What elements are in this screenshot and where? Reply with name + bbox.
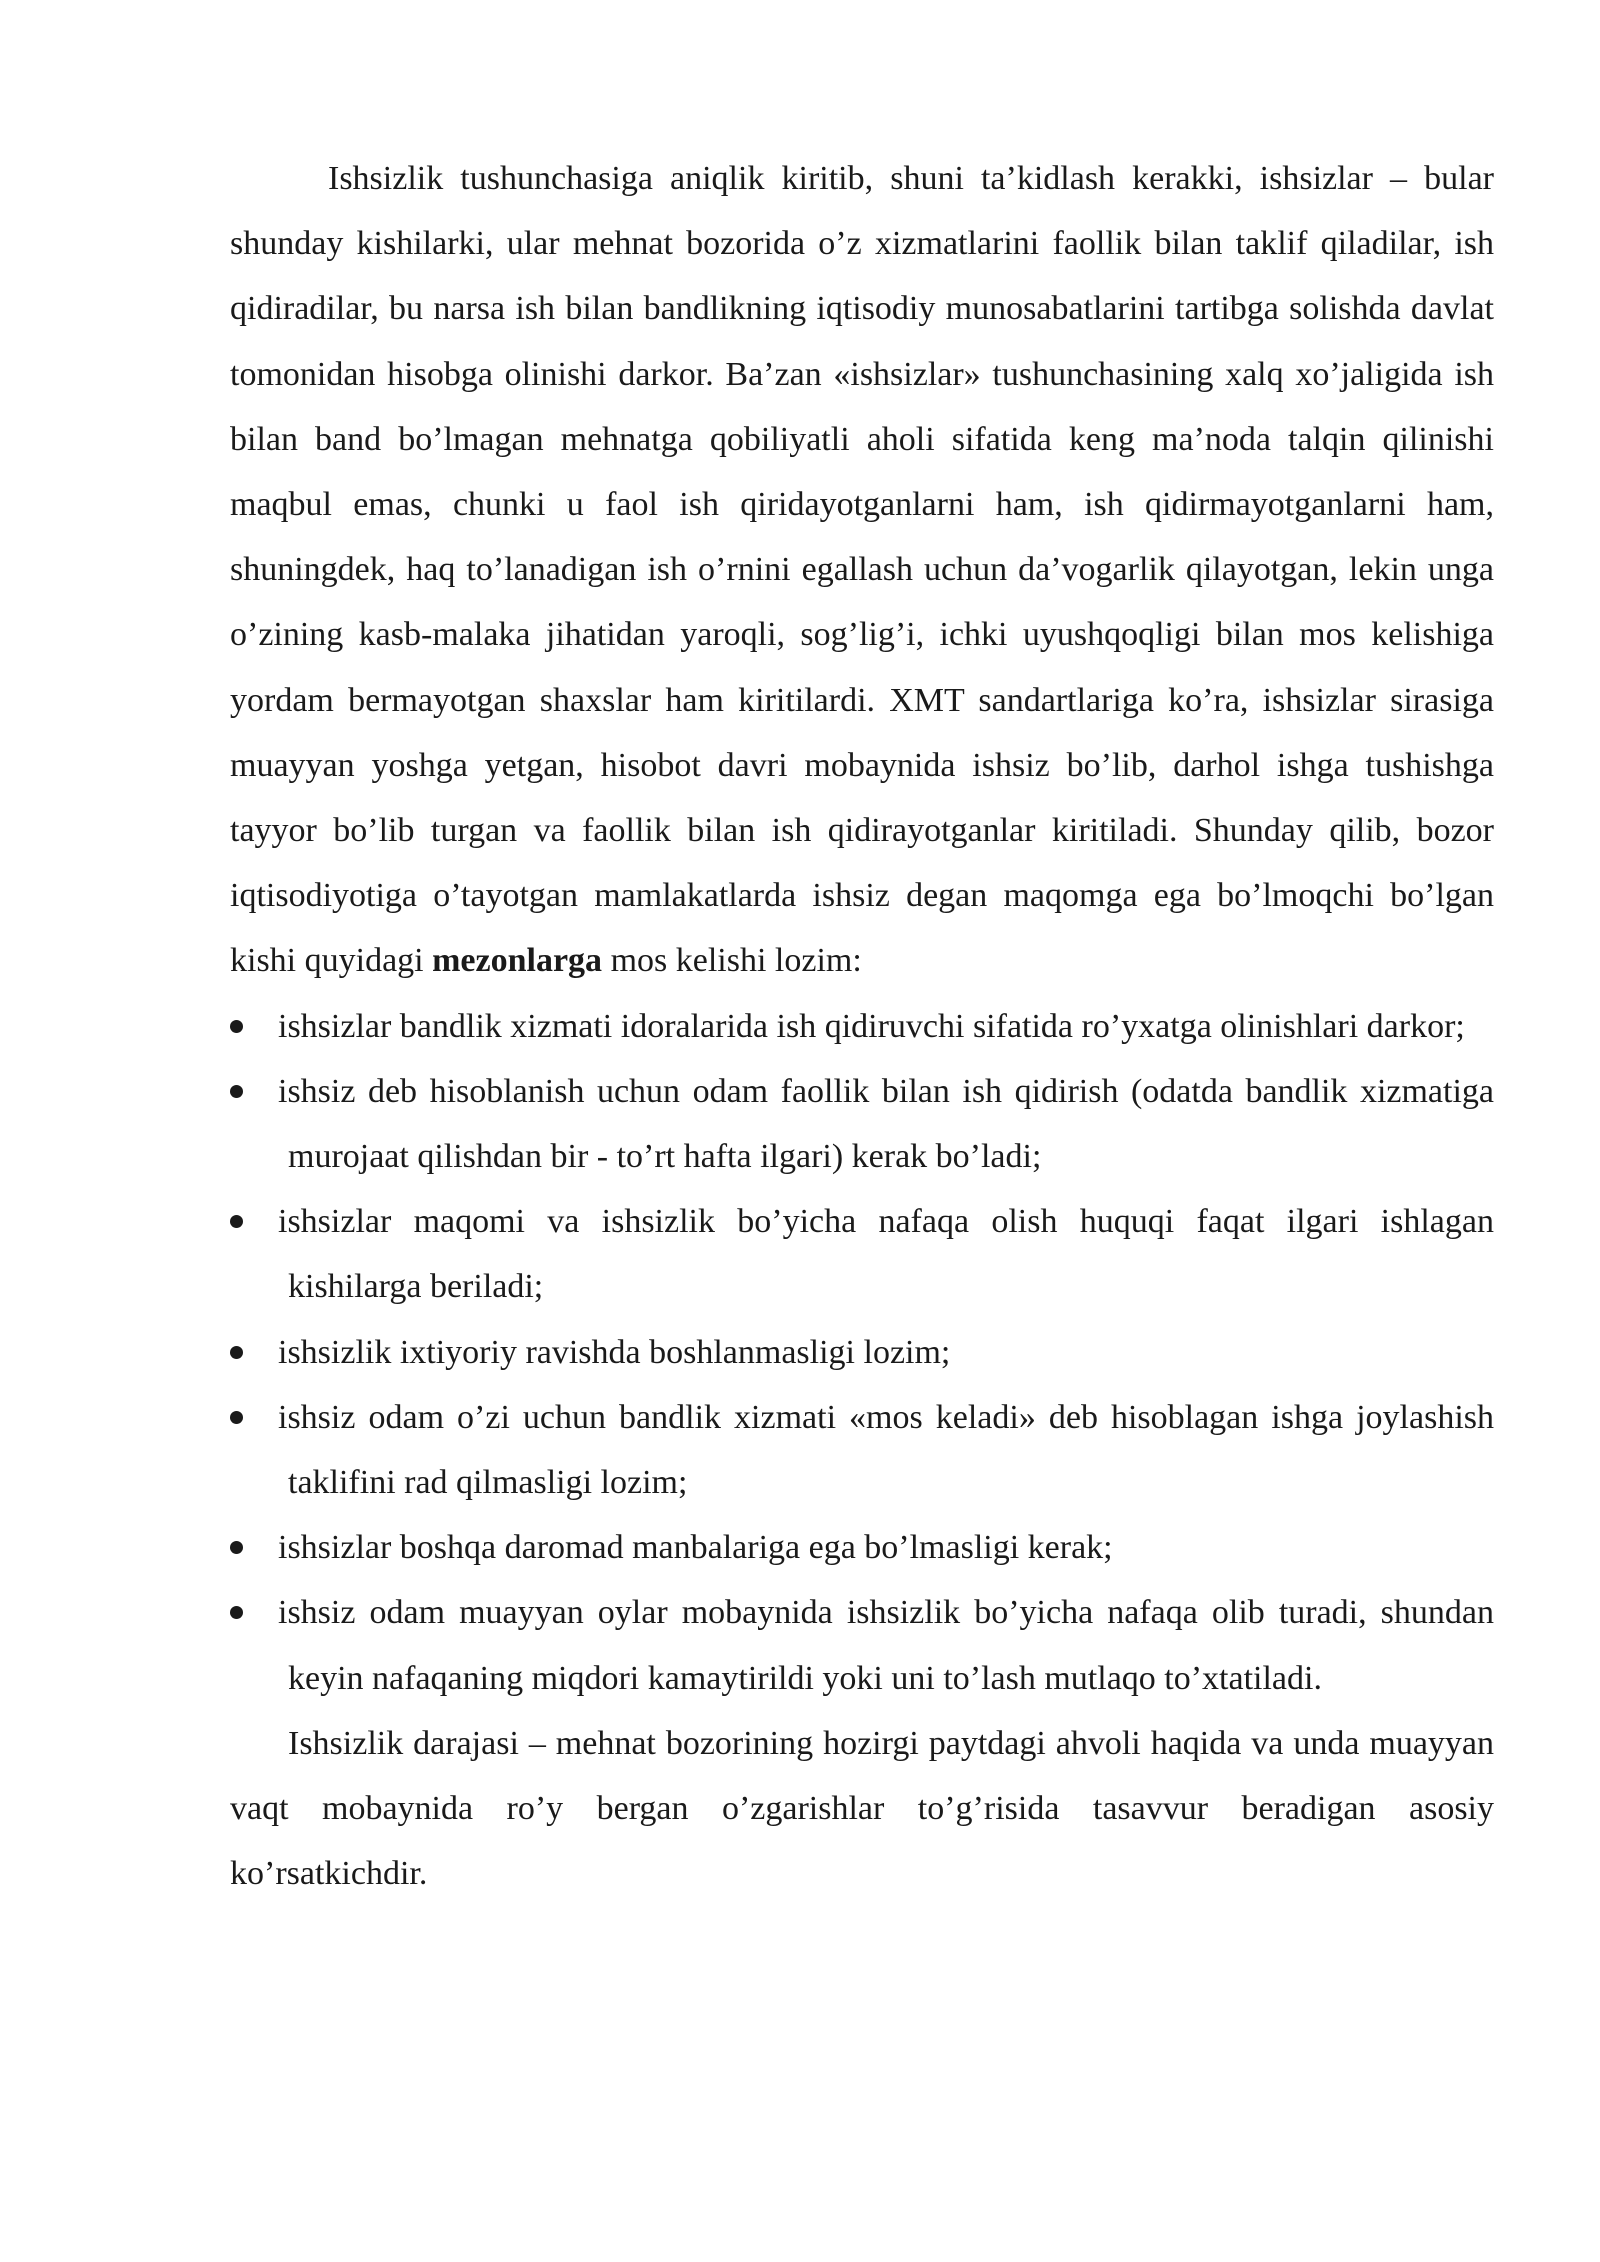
intro-text-end: mos kelishi lozim: [602, 942, 862, 980]
bullet-icon [230, 1411, 243, 1424]
list-item-text: ishsizlar boshqa daromad manbalariga ega bo’lmasligi kerak; [278, 1529, 1113, 1567]
list-item [230, 1515, 1494, 1580]
bold-term: mezonlarga [432, 942, 603, 980]
list-item-text: ishsizlik ixtiyoriy ravishda boshlanmasligi lozim; [278, 1333, 951, 1371]
bullet-icon [230, 1606, 243, 1619]
list-item-text: ishsiz deb hisoblanish uchun odam faollik bilan ish qidirish (odatda bandlik xizmatiga murojaat qilishdan bir - to’rt hafta ilgari) kerak bo’ladi; [278, 1072, 1494, 1176]
intro-paragraph [230, 146, 1494, 994]
list-item-text: ishsizlar maqomi va ishsizlik bo’yicha nafaqa olish huquqi faqat ilgari ishlagan kishilarga beriladi; [278, 1203, 1494, 1306]
bullet-icon [230, 1020, 243, 1033]
list-item [230, 1189, 1494, 1319]
list-item [230, 1320, 1494, 1385]
bullet-icon [230, 1215, 243, 1228]
list-item [230, 1580, 1494, 1710]
list-item-text: ishsiz odam muayyan oylar mobaynida ishsizlik bo’yicha nafaqa olib turadi, shundan keyin nafaqaning miqdori kamaytirildi yoki uni to’lash mutlaqo to’xtatiladi. [278, 1594, 1494, 1697]
list-item [230, 1385, 1494, 1515]
list-item [230, 1059, 1494, 1189]
document-page [230, 146, 1494, 1906]
list-item-text: ishsizlar bandlik xizmati idoralarida ish qidiruvchi sifatida ro’yxatga olinishlari darkor; [278, 1007, 1465, 1045]
criteria-list [230, 994, 1494, 1711]
bullet-icon [230, 1085, 243, 1098]
list-item-text: ishsiz odam o’zi uchun bandlik xizmati «mos keladi» deb hisoblagan ishga joylashish taklifini rad qilmasligi lozim; [278, 1398, 1494, 1502]
bullet-icon [230, 1346, 243, 1359]
intro-text: Ishsizlik tushunchasiga aniqlik kiritib, shuni ta’kidlash kerakki, ishsizlar – bular shunday kishilarki, ular mehnat bozorida o’z xizmatlarini faollik bilan taklif qiladilar, ish qidiradilar, bu narsa ish bilan bandlikning iqtisodiy munosabatlarini tartibga solishda davlat tomonidan hisobga olinishi darkor. Ba’zan «ishsizlar» tushunchasining xalq xo’jaligida ish bilan band bo’lmagan mehnatga qobiliyatli aholi sifatida keng ma’noda talqin qilinishi maqbul emas, chunki u faol ish qiridayotganlarni ham, ish qidirmayotganlarni ham, shuningdek, haq to’lanadigan ish o’rnini egallash uchun da’vogarlik qilayotgan, lekin unga o’zining kasb-malaka jihatidan yaroqli, sog’lig’i, ichki uyushqoqligi bilan mos kelishiga yordam bermayotgan shaxslar ham kiritilardi. XMT sandartlariga ko’ra, ishsizlar sirasiga muayyan yoshga yetgan, hisobot davri mobaynida ishsiz bo’lib, darhol ishga tushishga tayyor bo’lib turgan va faollik bilan ish qidirayotganlar kiritiladi. Shunday qilib, bozor iqtisodiyotiga o’tayotgan mamlakatlarda ishsiz degan maqomga ega bo’lmoqchi bo’lgan kishi quyidagi [230, 160, 1494, 980]
closing-paragraph: Ishsizlik darajasi – mehnat bozorining hozirgi paytdagi ahvoli haqida va unda muayyan vaqt mobaynida ro’y bergan o’zgarishlar to’g’risida tasavvur beradigan asosiy ko’rsatkichdir. [230, 1724, 1494, 1893]
bullet-icon [230, 1541, 243, 1554]
list-item [230, 994, 1494, 1059]
